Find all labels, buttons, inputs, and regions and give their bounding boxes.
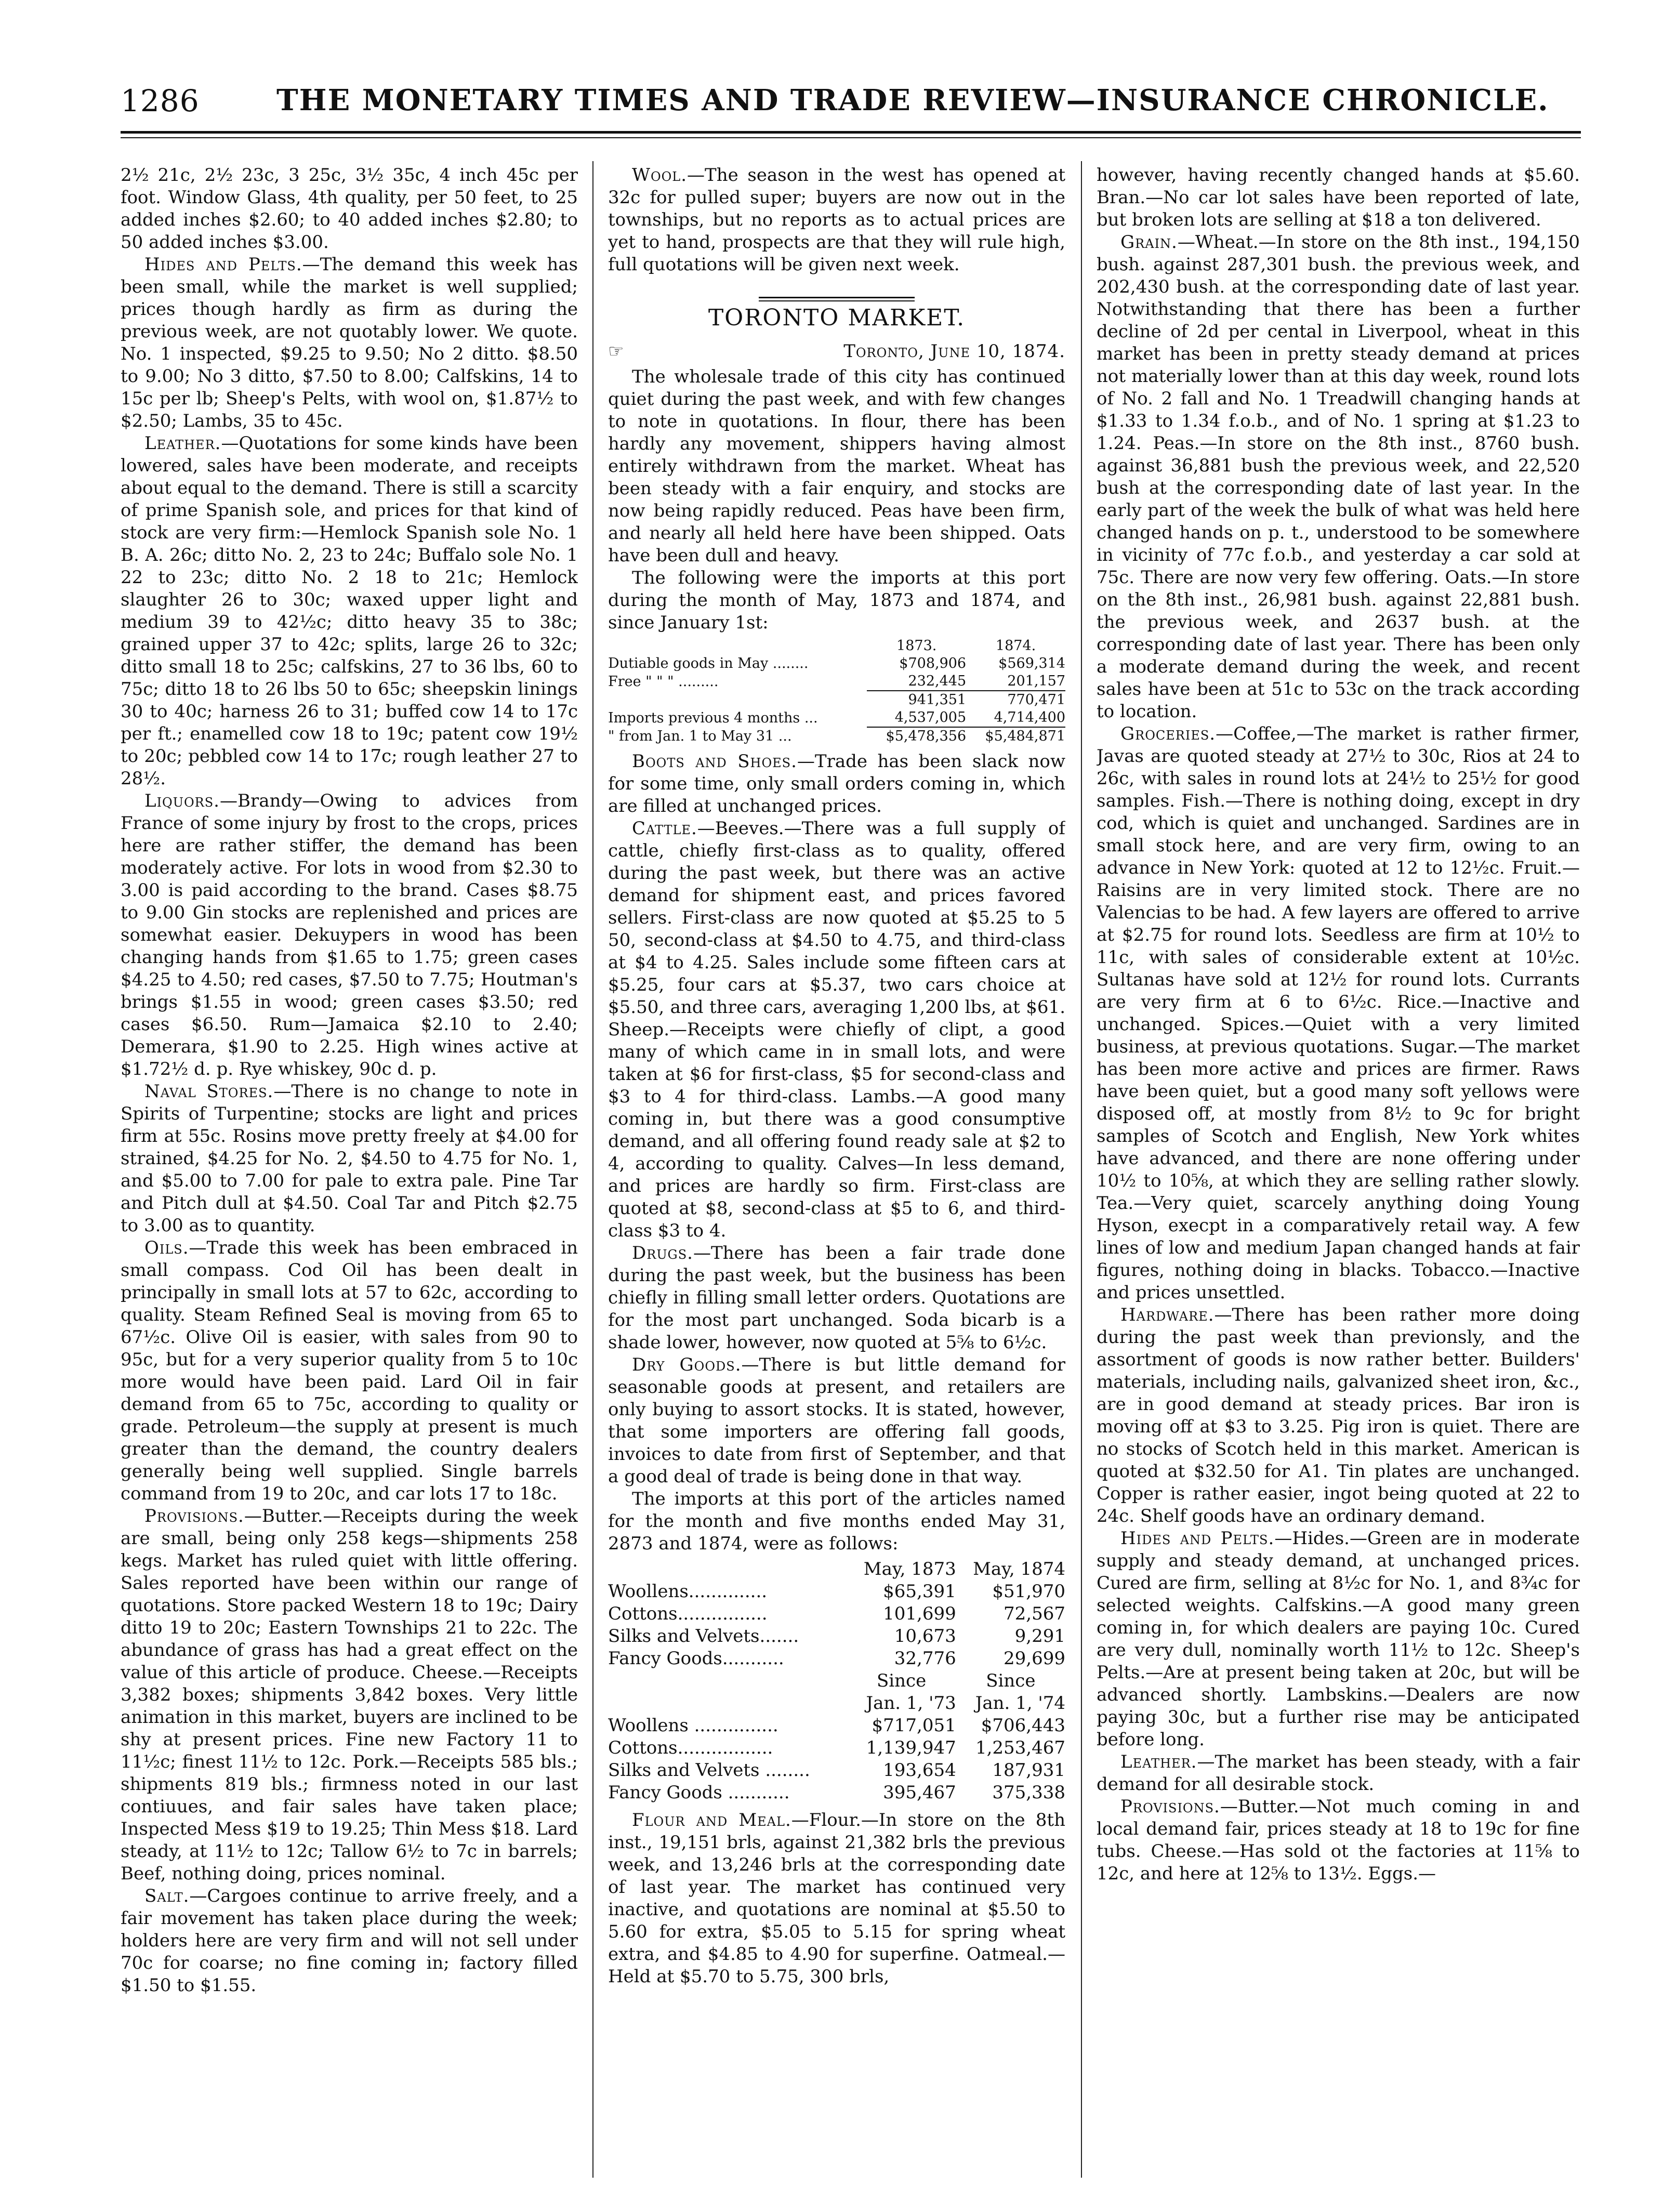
cell: 201,157 [1007,673,1065,689]
table-row [608,1648,1065,1670]
section-head: Naval Stores. [144,1081,274,1102]
paragraph-text: —Butter.—Not much coming in and local demand fair, prices steady at 18 to 19c for fine tubs. Cheese.—Has sold ot the factories at 11⅝ to 12c, and here at 12⅝ to 13½. Eggs.— [1097,1796,1580,1884]
table-row [608,1603,1065,1625]
cell: $51,970 [992,1581,1065,1602]
section-head: Hides and Pelts. [144,254,302,275]
section-head: Hides and Pelts. [1120,1528,1275,1549]
column-2 [608,164,1065,2191]
paragraph-text: —Trade has been slack now for some time, only small orders coming in, which are filled at unchanged prices. [608,751,1065,817]
paragraph [608,1354,1065,1488]
pointing-hand-icon: ☞ [608,341,624,362]
column-1 [121,164,578,2191]
section-head: Salt. [144,1886,190,1906]
paragraph [121,1505,578,1885]
column-divider [1081,161,1082,2178]
cell: $708,906 [899,655,967,672]
cell: 72,567 [1004,1603,1065,1624]
paragraph: The wholesale trade of this city has continued quiet during the past week, and with few changes to note in quotations. In flour, there has been hardly any movement, shippers having almost entirely withdrawn from the market. Wheat has been steady with a fair enquiry, and stocks are now being rapidly reduced. Peas have been firm, and nearly all held here have been shipped. Oats have been dull and heavy. [608,366,1065,566]
paragraph-text: —There is but little demand for seasonable goods at present, and retailers are only buying to assort stocks. It is stated, however, that some importers are offering fall goods, invoices to date from first of September, and that a good deal of trade is being done in that way. [608,1354,1065,1487]
dateline [608,340,1065,363]
paragraph-text: —There is no change to note in Spirits of Turpentine; stocks are light and prices firm at 55c. Rosins move pretty freely at $4.00 for strained, $4.25 for No. 2, $4.50 to 4.75 for No. 1, and $5.00 to 7.00 for pale to extra pale. Pine Tar and Pitch dull at $4.50. Coal Tar and Pitch $2.75 to 3.00 as to quantity. [121,1081,578,1236]
section-head: Flour and Meal. [632,1810,791,1831]
paragraph [1097,1751,1580,1796]
page-header [121,83,1581,125]
row-label: Imports previous 4 months ... [608,710,818,726]
section-head: Leather. [1120,1752,1197,1772]
paragraph-text: —The demand this week has been small, while the market is well supplied; prices though hardly as firm as during the previous week, are not quotably lower. We quote. No. 1 inspected, $9.25 to 9.50; No 2 ditto. $8.50 to 9.00; No 3 ditto, $7.50 to 8.00; Calfskins, 14 to 15c per lb; Sheep's Pelts, with wool on, $1.87½ to $2.50; Lambs, 35 to 45c. [121,254,578,431]
section-head: Leather. [144,433,221,454]
paragraph-text: —Butter.—Receipts during the week are small, being only 258 kegs—shipments 258 kegs. Market has ruled quiet with little offering. Sales reported have been within our range of quotations. Store packed Western 18 to 19c; Dairy ditto 19 to 20c; Eastern Townships 21 to 22c. The abundance of grass has had a great effect on the value of this article of produce. Cheese.—Receipts 3,382 boxes; shipments 3,842 boxes. Very little animation in this market, buyers are inclined to be shy at present prices. Fine new Factory 11 to 11½c; finest 11½ to 12c. Pork.—Receipts 585 bls.; shipments 819 bls.; firmness noted in our last contiuues, and fair sales have taken place; Inspected Mess $19 to 19.25; Thin Mess $18. Lard steady, at 11½ to 12c; Tallow 6½ to 7c in barrels; Beef, nothing doing, prices nominal. [121,1506,578,1884]
paragraph [1097,231,1580,723]
row-label: Fancy Goods ........... [608,1782,790,1803]
header-rule-thin [121,137,1581,138]
paragraph-text: —The market has been steady, with a fair demand for all desirable stock. [1097,1752,1580,1795]
row-label: " from Jan. 1 to May 31 ... [608,728,792,744]
cell: 4,714,400 [994,709,1065,726]
row-label: Cottons................. [608,1737,773,1758]
cell: 32,776 [894,1648,956,1669]
table-header: Since [876,1670,927,1691]
header-rule [121,131,1581,134]
paragraph [1097,1304,1580,1528]
row-label: Fancy Goods........... [608,1648,784,1669]
table-row [608,727,1065,745]
cell: 187,931 [992,1760,1065,1781]
table-header: Jan. 1, '74 [975,1693,1065,1714]
paragraph [121,1885,578,1997]
paragraph [608,164,1065,276]
table-row [608,1715,1065,1737]
paragraph-text: —Flour.—In store on the 8th inst., 19,151 brls, against 21,382 brls the previous week, and 13,246 brls at the corresponding date of last year. The market has continued very inactive, and quotations are nominal at $5.50 to 5.60 for extra, $5.05 to 5.15 for spring wheat extra, and $4.85 to 4.90 for superfine. Oatmeal.—Held at $5.70 to 5.75, 300 brls, [608,1810,1065,1987]
section-head: Provisions. [144,1506,244,1526]
cell: 29,699 [1004,1648,1065,1669]
row-label: Silks and Velvets ........ [608,1760,810,1781]
paragraph [121,790,578,1081]
paragraph: however, having recently changed hands at $5.60. Bran.—No car lot sales have been reported of late, but broken lots are selling at $18 a ton delivered. [1097,165,1580,230]
table-header: 1873. [896,638,937,654]
table-row [608,1759,1065,1782]
paragraph-text: —Trade this week has been embraced in small compass. Cod Oil has been dealt in principally in small lots at 57 to 62c, according to quality. Steam Refined Seal is moving from 65 to 67½c. Olive Oil is easier, with sales from 90 to 95c, but for a very superior quality from 5 to 10c more would have been paid. Lard Oil in fair demand from 65 to 75c, according to quality or grade. Petroleum—the supply at present is much greater than the demand, the country dealers generally being well supplied. Single barrels command from 19 to 20c, and car lots 17 to 18c. [121,1237,578,1504]
paragraph-text: —Beeves.—There was a full supply of cattle, chiefly first-class as to quality, offered during the past week, but there was an active demand for shipment east, and prices favored sellers. First-class are now quoted at $5.25 to 5 50, second-class at $4.50 to 4.75, and third-class at $4 to 4.25. Sales include some fifteen cars at $5.25, four cars at $5.37, two cars choice at $5.50, and three cars, averaging 1,200 lbs, at $61. Sheep.—Receipts were chiefly of clipt, a good many of which came in in small lots, and were taken at $6 for first-class, $5 for second-class and $3 to 4 for third-class. Lambs.—A good many coming in, but there was a good consumptive demand, and all offering found ready sale at $2 to 4, according to quality. Calves—In less demand, and prices are hardly so firm. First-class are quoted at $8, second-class at $5 to 6, and third-class $3 to 4. [608,818,1065,1241]
section-head: Provisions. [1120,1796,1220,1817]
cell: 375,338 [992,1782,1065,1803]
section-head: Wool. [632,165,688,186]
paragraph [608,1809,1065,1988]
table-row [608,1782,1065,1804]
row-label: Free " " " ......... [608,674,719,690]
section-head: Grain. [1120,232,1178,253]
paragraph-text: —Quotations for some kinds have been lowered, sales have been moderate, and receipts about equal to the demand. There is still a scarcity of prime Spanish sole, and prices for that kind of stock are very firm:—Hemlock Spanish sole No. 1 B. A. 26c; ditto No. 2, 23 to 24c; Buffalo sole No. 1 22 to 23c; ditto No. 2 18 to 21c; Hemlock slaughter 26 to 30c; waxed upper light and medium 39 to 42½c; ditto heavy 35 to 38c; grained upper 37 to 42c; splits, large 26 to 32c; ditto small 18 to 25c; calfskins, 27 to 36 lbs, 60 to 75c; ditto 18 to 26 lbs 50 to 65c; sheepskin linings 30 to 40c; harness 26 to 31; buffed cow 14 to 17c per ft.; enamelled cow 18 to 19c; patent cow 19½ to 20c; pebbled cow 14 to 17c; rough leather 27 to 28½. [121,433,578,789]
cell: 9,291 [1014,1626,1065,1647]
cell: $717,051 [872,1715,956,1736]
cell: $706,443 [981,1715,1065,1736]
paragraph [121,1237,578,1505]
row-label: Woollens.............. [608,1581,768,1602]
paragraph-text: —The season in the west has opened at 32c for pulled super; buyers are now out in the townships, but no reports as to actual prices are yet to hand, prospects are that they will rule high, full quotations will be given next week. [608,165,1065,275]
paragraph-text: —There has been a fair trade done during the past week, but the business has been chiefly in filling small letter orders. Quotations are for the most part unchanged. Soda bicarb is a shade lower, however, now quoted at 5⅝ to 6½c. [608,1243,1065,1353]
row-label: Woollens ............... [608,1715,778,1736]
section-title: TORONTO MARKET. [708,305,966,331]
cell: 10,673 [894,1626,956,1647]
paragraph [1097,723,1580,1304]
column-divider [592,161,593,2178]
cell: $65,391 [883,1581,956,1602]
section-head: Cattle. [632,818,697,839]
dateline-text: Toronto, June 10, 1874. [843,341,1065,362]
row-label [608,691,867,709]
row-label: Cottons................ [608,1603,768,1624]
title-rule [759,297,915,301]
table-row [608,1737,1065,1759]
paragraph-text: —There has been rather more doing during the past week than previonsly, and the assortment of goods is now rather better. Builders' materials, including nails, galvanized sheet iron, &c., are in good demand at steady prices. Bar iron is moving off at $3 to 3.25. Pig iron is quiet. There are no stocks of Scotch held in this market. American is quoted at $32.50 for A1. Tin plates are unchanged. Copper is rather easier, ingot being quoted at 22 to 24c. Shelf goods have an ordinary demand. [1097,1305,1580,1526]
cell: 395,467 [883,1782,956,1803]
cell: 1,253,467 [975,1737,1065,1758]
section-head: Hardware. [1120,1305,1215,1325]
section-title-block [608,297,1065,329]
table-row [608,1581,1065,1603]
paragraph [121,432,578,790]
table-header: Jan. 1, '73 [866,1693,956,1714]
paragraph [1097,1528,1580,1751]
section-head: Liquors. [144,791,220,811]
cell: 770,471 [966,691,1065,709]
section-head: Drugs. [632,1243,693,1263]
cell: 193,654 [883,1760,956,1781]
page-number: 1286 [121,83,200,118]
section-head: Oils. [144,1237,189,1258]
cell: $5,478,356 [867,727,966,745]
cell: 1,139,947 [866,1737,956,1758]
imports-table [608,637,1065,745]
cell: 4,537,005 [894,709,967,726]
table-header: May, 1873 [863,1559,956,1579]
table-row [608,673,1065,691]
cell: $569,314 [998,655,1065,672]
table-row [608,691,1065,709]
table-row [608,709,1065,727]
paragraph-text: —Cargoes continue to arrive freely, and a fair movement has taken place during the week; holders here are very firm and will not sell under 70c for coarse; no fine coming in; factory filled $1.50 to $1.55. [121,1886,578,1996]
table-row [608,655,1065,673]
paragraph [608,818,1065,1242]
table-header: May, 1874 [973,1559,1065,1579]
paragraph-text: —Brandy—Owing to advices from France of some injury by frost to the crops, prices here are rather stiffer, the demand has been moderately active. For lots in wood from $2.30 to 3.00 is paid according to the brand. Cases $8.75 to 9.00 Gin stocks are replenished and prices are somewhat easier. Dekuypers in wood has been changing hands from $1.65 to 1.75; green cases $4.25 to 4.50; red cases, $7.50 to 7.75; Houtman's brings $1.55 in wood; green cases $3.50; red cases $6.50. Rum—Jamaica $2.10 to 2.40; Demerara, $1.90 to 2.25. High wines active at $1.72½ d. p. Rye whiskey, 90c d. p. [121,791,578,1079]
table-header: Since [986,1670,1036,1691]
column-3 [1097,164,1580,2191]
table-row [608,1625,1065,1648]
paragraph [121,254,578,432]
cell: 101,699 [883,1603,956,1624]
paragraph-text: —Wheat.—In store on the 8th inst., 194,150 bush. against 287,301 bush. the previous week, and 202,430 bush. at the corresponding date of last year. Notwithstanding that there has been a further decline of 2d per cental in Liverpool, wheat in this market has been in pretty steady demand at prices not materially lower than at this day week, round lots of No. 2 fall and No. 1 Treadwill changing hands at $1.33 to 1.34 f.o.b., and of No. 1 spring at $1.23 to 1.24. Peas.—In store on the 8th inst., 8760 bush. against 36,881 bush the previous week, and 22,520 bush at the corresponding date of last year. In the early part of the week the bulk of what was held here changed hands on p. t., understood to be somewhere in vicinity of 77c f.o.b., and yesterday a car sold at 75c. There are now very few offering. Oats.—In store on the 8th inst., 26,981 bush. against 22,881 bush. the previous week, and 2637 bush. at the corresponding date of last year. There has been only a moderate demand during the week, and recent sales have been at 51c to 53c on the track according to location. [1097,232,1580,722]
paragraph [608,750,1065,818]
row-label: Silks and Velvets....... [608,1626,799,1647]
paragraph-text: —Coffee,—The market is rather firmer, Javas are quoted steady at 27½ to 30c, Rios at 24 to 26c, with sales in round lots at 24½ to 25½ for good samples. Fish.—There is nothing doing, except in dry cod, which is quiet and unchanged. Sardines are in small stock here, and are very firm, owing to an advance in New York: quoted at 12 to 12½c. Fruit.—Raisins are in very limited stock. There are no Valencias to be had. A few layers are offered to arrive at $2.75 for round lots. Seedless are firm at 10½ to 11c, with sales of considerable extent at 10½c. Sultanas have sold at 12½ for round lots. Currants are very firm at 6 to 6½c. Rice.—Inactive and unchanged. Spices.—Quiet with a very limited business, at previous quotations. Sugar.—The market has been more active and prices are firmer. Raws have been quiet, but a good many soft yellows were disposed off, at mostly from 8½ to 9c for bright samples of Scotch and English, New York whites have advanced, and there are none offering under 10½ to 10⅝, at which they are selling rather slowly. Tea.—Very quiet, scarcely anything doing Young Hyson, execpt in a comparatively retail way. A few lines of low and medium Japan changed hands at fair figures, nothing doing in blacks. Tobacco.—Inactive and prices unsettled. [1097,723,1580,1303]
section-head: Groceries. [1120,723,1216,744]
paragraph: The following were the imports at this port during the month of May, 1873 and 1874, and since January 1st: [608,568,1065,633]
running-title: THE MONETARY TIMES AND TRADE REVIEW—INSURANCE CHRONICLE. [276,83,1549,117]
paragraph-text: —Hides.—Green are in moderate supply and steady demand, at unchanged prices. Cured are firm, selling at 8½c for No. 1, and 8¾c for selected weights. Calfskins.—A good many green coming in, for which dealers are paying 10c. Cured are very dull, nominally worth 11½ to 12c. Sheep's Pelts.—Are at present being taken at 20c, but will be advanced shortly. Lambskins.—Dealers are now paying 30c, but a further rise may be anticipated before long. [1097,1528,1580,1750]
dry-goods-table [608,1558,1065,1804]
table-header: 1874. [995,638,1036,654]
paragraph: The imports at this port of the articles named for the month and five months ended May 31, 2873 and 1874, were as follows: [608,1489,1065,1554]
section-head: Dry Goods. [632,1354,742,1375]
cell: 941,351 [867,691,966,709]
paragraph [1097,1796,1580,1885]
paragraph [121,1081,578,1237]
cell: 232,445 [908,673,967,689]
row-label: Dutiable goods in May ........ [608,655,809,672]
paragraph [608,1242,1065,1354]
section-head: Boots and Shoes. [632,751,797,772]
paragraph: 2½ 21c, 2½ 23c, 3 25c, 3½ 35c, 4 inch 45c per foot. Window Glass, 4th quality, per 50 feet, to 25 added inches $2.60; to 40 added inches $2.80; to 50 added inches $3.00. [121,165,578,253]
cell: $5,484,871 [966,727,1065,745]
